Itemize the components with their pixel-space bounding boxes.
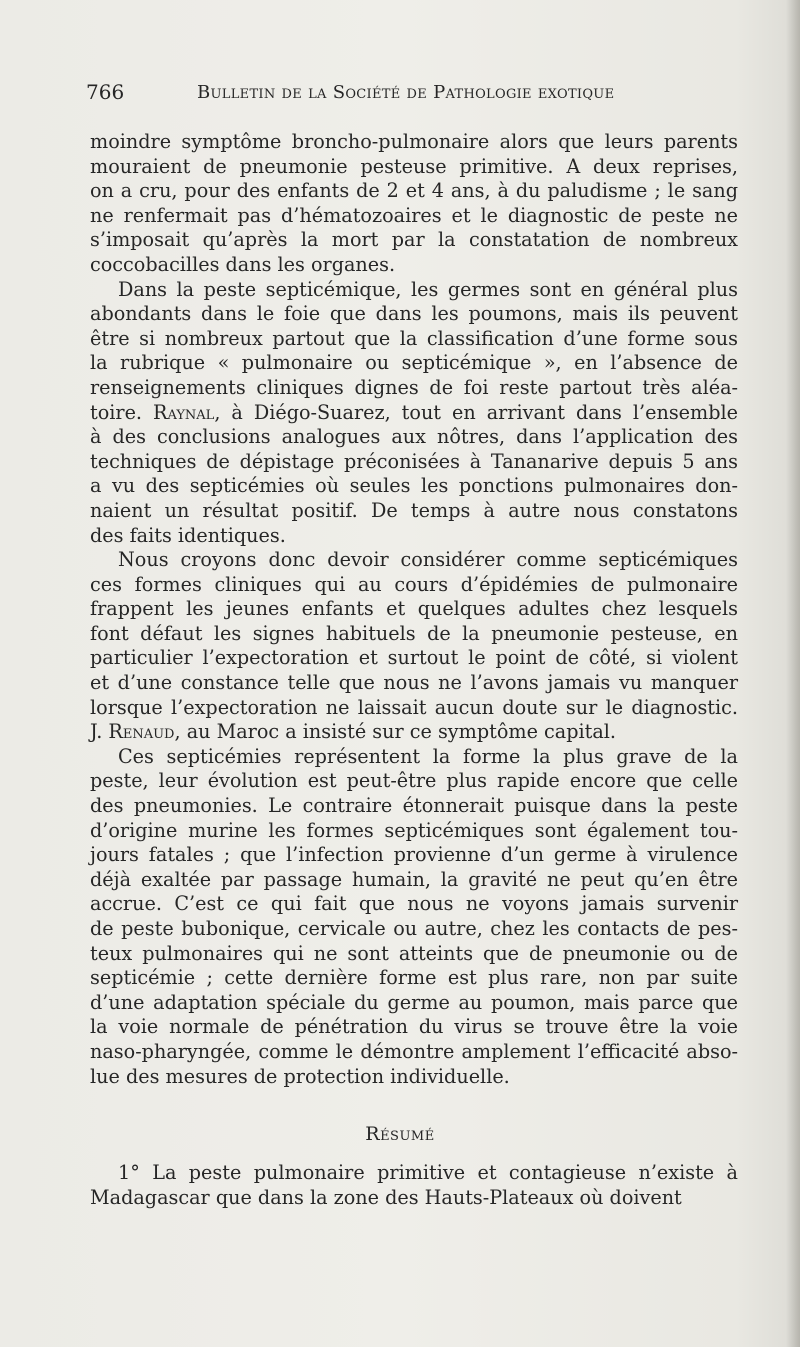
text-line: frappent les jeunes enfants et quelques adultes chez lesquels — [90, 597, 738, 621]
text-line: des faits identiques. — [90, 523, 286, 547]
text-line — [90, 401, 738, 426]
text-line: mouraient de pneumonie pesteuse primitive. A deux reprises, — [90, 154, 738, 178]
text-line: la rubrique « pulmonaire ou septicémique », en l’absence de — [90, 351, 738, 375]
text-line: coccobacilles dans les organes. — [90, 252, 396, 276]
text-line: septicémie ; cette dernière forme est plus rare, non par suite — [90, 966, 738, 990]
text-line: lorsque l’expectoration ne laissait aucun doute sur le diagnostic. — [90, 695, 738, 719]
text-line: Nous croyons donc devoir considérer comme septicémiques — [118, 548, 738, 572]
page-header — [86, 80, 736, 114]
summary-paragraph — [90, 1161, 738, 1210]
text-line: peste, leur évolution est peut-être plus rapide encore que celle — [90, 769, 738, 793]
text-line: ces formes cliniques qui au cours d’épidémies de pulmonaire — [90, 572, 738, 596]
text-line: Dans la peste septicémique, les germes sont en général plus — [118, 277, 738, 301]
text-line: on a cru, pour des enfants de 2 et 4 ans, à du paludisme ; le sang — [90, 179, 738, 203]
text-line: d’une adaptation spéciale du germe au poumon, mais parce que — [90, 990, 738, 1014]
text-line: lue des mesures de protection individuelle. — [90, 1064, 510, 1088]
text-line: font défaut les signes habituels de la pneumonie pesteuse, en — [90, 621, 738, 645]
text-line: particulier l’expectoration et surtout le point de côté, si violent — [90, 646, 738, 670]
text-line: jours fatales ; que l’infection provienne d’un germe à virulence — [90, 843, 738, 867]
text-line: techniques de dépistage préconisées à Tananarive depuis 5 ans — [90, 449, 738, 473]
author-name: Raynal — [153, 400, 215, 424]
text-run: , au Maroc a insisté sur ce symptôme capital. — [174, 720, 617, 744]
text-line: naso-pharyngée, comme le démontre amplement l’efficacité abso- — [90, 1039, 738, 1063]
section-title: Résumé — [365, 1123, 435, 1145]
author-name: Renaud — [108, 720, 175, 744]
text-run: J. — [90, 720, 109, 744]
text-line: la voie normale de pénétration du virus se trouve être la voie — [90, 1015, 738, 1039]
text-line: déjà exaltée par passage humain, la gravité ne peut qu’en être — [90, 867, 738, 891]
text-line: d’origine murine les formes septicémiques sont également tou- — [90, 818, 738, 842]
body-text — [90, 130, 738, 1089]
text-line: et d’une constance telle que nous ne l’avons jamais vu manquer — [90, 671, 738, 695]
text-line: à des conclusions analogues aux nôtres, dans l’application des — [90, 425, 738, 449]
text-line: moindre symptôme broncho-pulmonaire alors que leurs parents — [90, 130, 738, 153]
page-number: 766 — [86, 80, 125, 104]
text-line: être si nombreux partout que la classification d’une forme sous — [90, 326, 738, 350]
text-line: abondants dans le foie que dans les poumons, mais ils peuvent — [90, 302, 738, 326]
text-line: de peste bubonique, cervicale ou autre, chez les contacts de pes- — [90, 917, 738, 940]
text-line — [90, 720, 738, 745]
paragraph — [90, 745, 738, 1089]
text-line: accrue. C’est ce qui fait que nous ne voyons jamais survenir — [90, 892, 738, 916]
text-line: a vu des septicémies où seules les ponctions pulmonaires don- — [90, 474, 738, 498]
text-line: 1° La peste pulmonaire primitive et contagieuse n’existe à — [118, 1161, 738, 1184]
text-run: toire. — [90, 400, 154, 424]
text-line: des pneumonies. Le contraire étonnerait puisque dans la peste — [90, 794, 738, 818]
running-title: Bulletin de la Société de Pathologie exotique — [197, 82, 615, 103]
paragraph — [90, 130, 738, 278]
text-line: teux pulmonaires qui ne sont atteints que de pneumonie ou de — [90, 941, 738, 965]
text-line: s’imposait qu’après la mort par la constatation de nombreux — [90, 228, 738, 252]
paragraph — [90, 278, 738, 549]
text-line: Madagascar que dans la zone des Hauts-Plateaux où doivent — [90, 1185, 682, 1209]
text-line: Ces septicémies représentent la forme la plus grave de la — [118, 744, 738, 768]
text-line: naient un résultat positif. De temps à autre nous constatons — [90, 498, 738, 522]
paragraph — [90, 548, 738, 745]
text-run: , à Diégo-Suarez, tout en arrivant dans l’ensemble — [214, 400, 738, 424]
text-line: renseignements cliniques dignes de foi reste partout très aléa- — [90, 375, 738, 399]
text-line: ne renfermait pas d’hématozoaires et le diagnostic de peste ne — [90, 203, 738, 227]
